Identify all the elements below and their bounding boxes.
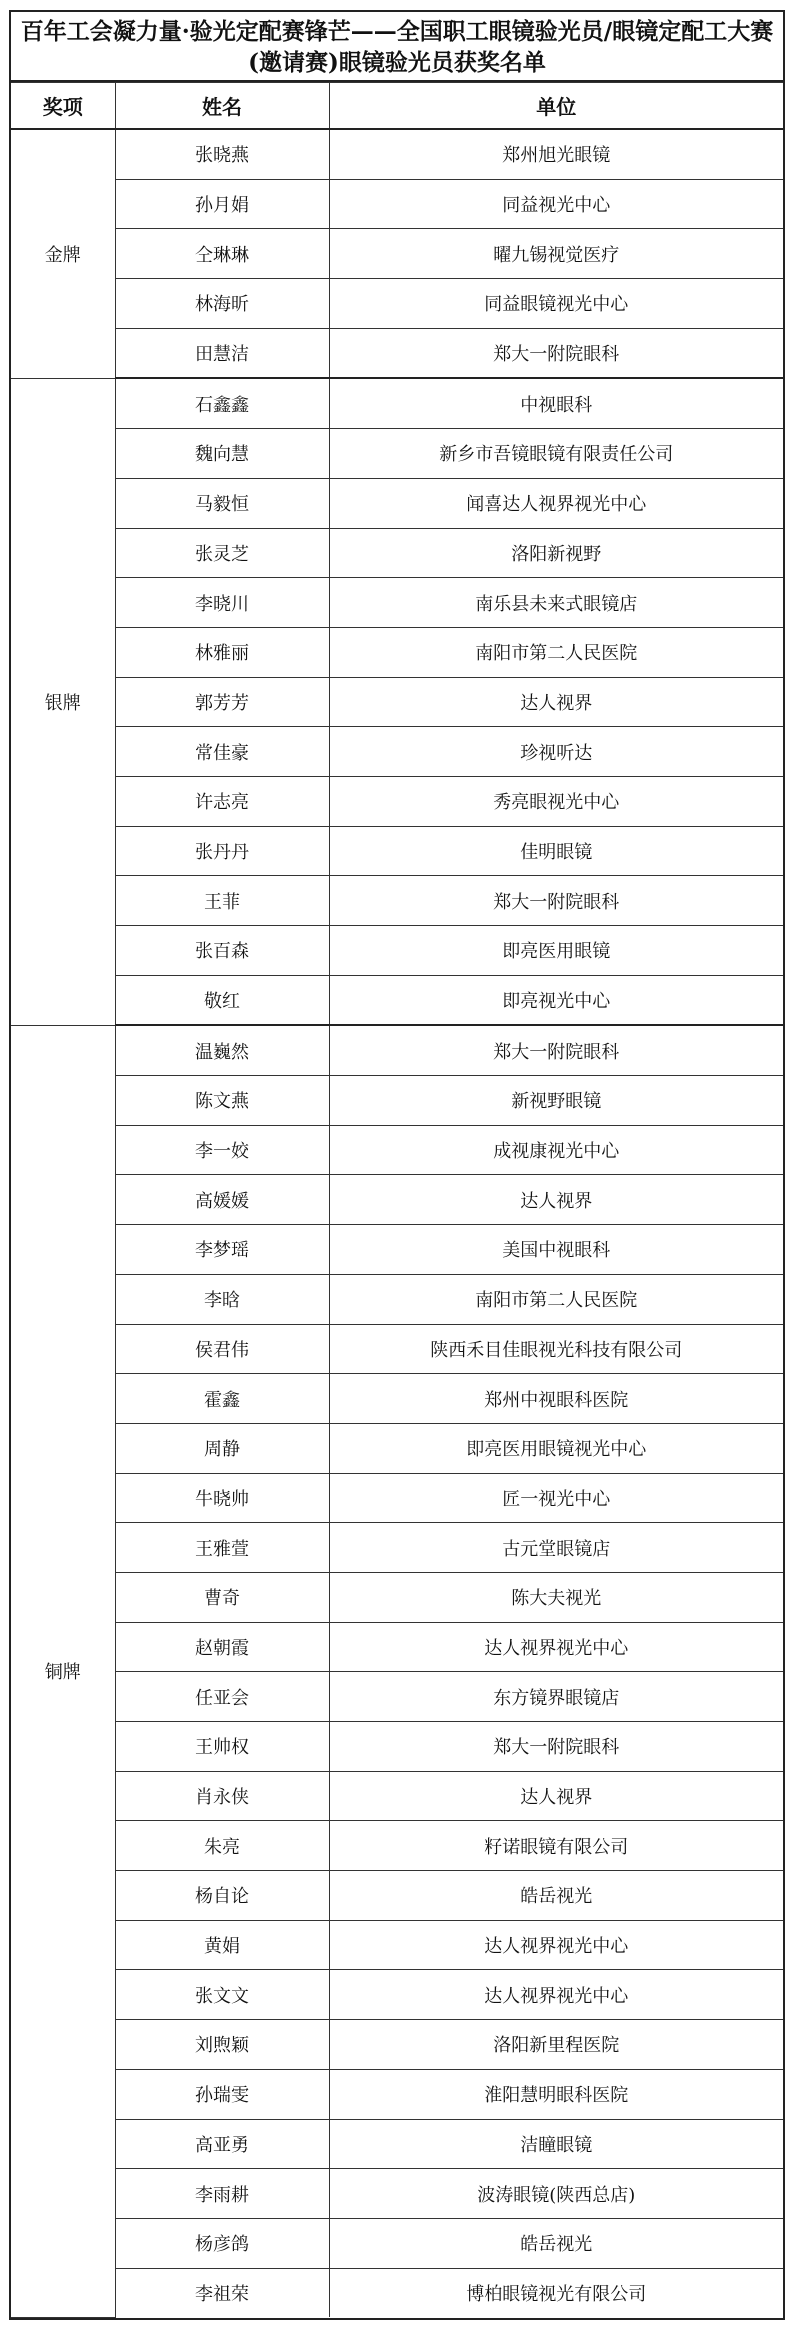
table-row xyxy=(11,826,783,876)
unit-cell: 淮阳慧明眼科医院 xyxy=(329,2069,783,2119)
table-row xyxy=(11,1871,783,1921)
unit-cell: 达人视界视光中心 xyxy=(329,1622,783,1672)
name-cell: 霍鑫 xyxy=(115,1374,329,1424)
unit-cell: 即亮视光中心 xyxy=(329,975,783,1025)
name-cell: 周静 xyxy=(115,1423,329,1473)
document-title: 百年工会凝力量·验光定配赛锋芒——全国职工眼镜验光员/眼镜定配工大赛(邀请赛)眼镜验光员获奖名单 xyxy=(11,12,783,82)
name-cell: 侯君伟 xyxy=(115,1324,329,1374)
award-table xyxy=(11,82,783,2318)
unit-cell: 南阳市第二人民医院 xyxy=(329,1274,783,1324)
table-row xyxy=(11,229,783,279)
table-row xyxy=(11,1622,783,1672)
unit-cell: 美国中视眼科 xyxy=(329,1225,783,1275)
name-cell: 林海昕 xyxy=(115,279,329,329)
unit-cell: 新乡市吾镜眼镜有限责任公司 xyxy=(329,429,783,479)
unit-cell: 成视康视光中心 xyxy=(329,1125,783,1175)
table-row xyxy=(11,926,783,976)
table-row xyxy=(11,1225,783,1275)
unit-cell: 郑大一附院眼科 xyxy=(329,1722,783,1772)
name-cell: 王雅萱 xyxy=(115,1523,329,1573)
unit-cell: 同益视光中心 xyxy=(329,179,783,229)
name-cell: 张晓燕 xyxy=(115,129,329,179)
unit-cell: 郑大一附院眼科 xyxy=(329,328,783,378)
unit-cell: 皓岳视光 xyxy=(329,2218,783,2268)
name-cell: 王帅权 xyxy=(115,1722,329,1772)
unit-cell: 达人视界 xyxy=(329,677,783,727)
award-cell: 金牌 xyxy=(11,129,115,378)
table-row xyxy=(11,429,783,479)
unit-cell: 郑大一附院眼科 xyxy=(329,1025,783,1075)
name-cell: 仝琳琳 xyxy=(115,229,329,279)
table-row xyxy=(11,876,783,926)
table-row xyxy=(11,1821,783,1871)
unit-cell: 郑州旭光眼镜 xyxy=(329,129,783,179)
table-row xyxy=(11,478,783,528)
header-award: 奖项 xyxy=(11,83,115,130)
unit-cell: 即亮医用眼镜视光中心 xyxy=(329,1423,783,1473)
unit-cell: 匠一视光中心 xyxy=(329,1473,783,1523)
unit-cell: 陕西禾目佳眼视光科技有限公司 xyxy=(329,1324,783,1374)
table-row xyxy=(11,279,783,329)
table-row xyxy=(11,677,783,727)
unit-cell: 郑大一附院眼科 xyxy=(329,876,783,926)
name-cell: 张灵芝 xyxy=(115,528,329,578)
name-cell: 田慧洁 xyxy=(115,328,329,378)
name-cell: 王菲 xyxy=(115,876,329,926)
table-row xyxy=(11,1324,783,1374)
table-row xyxy=(11,378,783,428)
table-row xyxy=(11,179,783,229)
unit-cell: 曜九锡视觉医疗 xyxy=(329,229,783,279)
table-row xyxy=(11,328,783,378)
name-cell: 朱亮 xyxy=(115,1821,329,1871)
name-cell: 郭芳芳 xyxy=(115,677,329,727)
name-cell: 许志亮 xyxy=(115,776,329,826)
table-row xyxy=(11,1920,783,1970)
name-cell: 张文文 xyxy=(115,1970,329,2020)
unit-cell: 达人视界视光中心 xyxy=(329,1920,783,1970)
unit-cell: 陈大夫视光 xyxy=(329,1572,783,1622)
unit-cell: 达人视界 xyxy=(329,1175,783,1225)
table-row xyxy=(11,1523,783,1573)
name-cell: 李一姣 xyxy=(115,1125,329,1175)
name-cell: 温巍然 xyxy=(115,1025,329,1075)
name-cell: 杨自论 xyxy=(115,1871,329,1921)
table-body xyxy=(11,129,783,2317)
table-row xyxy=(11,1473,783,1523)
award-cell: 银牌 xyxy=(11,378,115,1025)
name-cell: 魏向慧 xyxy=(115,429,329,479)
header-name: 姓名 xyxy=(115,83,329,130)
table-header-row xyxy=(11,83,783,130)
table-row xyxy=(11,1175,783,1225)
unit-cell: 波涛眼镜(陕西总店) xyxy=(329,2169,783,2219)
unit-cell: 南阳市第二人民医院 xyxy=(329,627,783,677)
table-row xyxy=(11,2169,783,2219)
name-cell: 李梦瑶 xyxy=(115,1225,329,1275)
unit-cell: 皓岳视光 xyxy=(329,1871,783,1921)
unit-cell: 秀亮眼视光中心 xyxy=(329,776,783,826)
unit-cell: 籽诺眼镜有限公司 xyxy=(329,1821,783,1871)
name-cell: 黄娟 xyxy=(115,1920,329,1970)
table-row xyxy=(11,1672,783,1722)
table-row xyxy=(11,1970,783,2020)
unit-cell: 达人视界视光中心 xyxy=(329,1970,783,2020)
table-row xyxy=(11,1722,783,1772)
unit-cell: 闻喜达人视界视光中心 xyxy=(329,478,783,528)
unit-cell: 珍视听达 xyxy=(329,727,783,777)
name-cell: 张丹丹 xyxy=(115,826,329,876)
table-row xyxy=(11,2268,783,2317)
table-row xyxy=(11,2218,783,2268)
table-row xyxy=(11,1025,783,1075)
unit-cell: 同益眼镜视光中心 xyxy=(329,279,783,329)
table-row xyxy=(11,1374,783,1424)
name-cell: 马毅恒 xyxy=(115,478,329,528)
name-cell: 牛晓帅 xyxy=(115,1473,329,1523)
table-row xyxy=(11,1572,783,1622)
name-cell: 李晗 xyxy=(115,1274,329,1324)
name-cell: 石鑫鑫 xyxy=(115,378,329,428)
unit-cell: 东方镜界眼镜店 xyxy=(329,1672,783,1722)
name-cell: 曹奇 xyxy=(115,1572,329,1622)
name-cell: 陈文燕 xyxy=(115,1076,329,1126)
unit-cell: 南乐县未来式眼镜店 xyxy=(329,578,783,628)
name-cell: 杨彦鸽 xyxy=(115,2218,329,2268)
unit-cell: 达人视界 xyxy=(329,1771,783,1821)
table-row xyxy=(11,528,783,578)
name-cell: 李雨耕 xyxy=(115,2169,329,2219)
unit-cell: 博柏眼镜视光有限公司 xyxy=(329,2268,783,2317)
table-row xyxy=(11,2119,783,2169)
name-cell: 赵朝霞 xyxy=(115,1622,329,1672)
table-row xyxy=(11,2020,783,2070)
name-cell: 林雅丽 xyxy=(115,627,329,677)
name-cell: 高媛媛 xyxy=(115,1175,329,1225)
unit-cell: 古元堂眼镜店 xyxy=(329,1523,783,1573)
name-cell: 高亚勇 xyxy=(115,2119,329,2169)
unit-cell: 洛阳新视野 xyxy=(329,528,783,578)
table-row xyxy=(11,578,783,628)
name-cell: 任亚会 xyxy=(115,1672,329,1722)
unit-cell: 洁瞳眼镜 xyxy=(329,2119,783,2169)
table-row xyxy=(11,129,783,179)
name-cell: 敬红 xyxy=(115,975,329,1025)
table-row xyxy=(11,1274,783,1324)
name-cell: 孙瑞雯 xyxy=(115,2069,329,2119)
name-cell: 刘煦颖 xyxy=(115,2020,329,2070)
award-list-sheet xyxy=(9,10,785,2320)
name-cell: 肖永侠 xyxy=(115,1771,329,1821)
table-row xyxy=(11,2069,783,2119)
unit-cell: 新视野眼镜 xyxy=(329,1076,783,1126)
unit-cell: 郑州中视眼科医院 xyxy=(329,1374,783,1424)
table-row xyxy=(11,627,783,677)
table-row xyxy=(11,1771,783,1821)
table-row xyxy=(11,776,783,826)
table-row xyxy=(11,1125,783,1175)
name-cell: 李晓川 xyxy=(115,578,329,628)
table-row xyxy=(11,1076,783,1126)
name-cell: 常佳豪 xyxy=(115,727,329,777)
header-unit: 单位 xyxy=(329,83,783,130)
unit-cell: 中视眼科 xyxy=(329,378,783,428)
name-cell: 李祖荣 xyxy=(115,2268,329,2317)
table-row xyxy=(11,975,783,1025)
unit-cell: 即亮医用眼镜 xyxy=(329,926,783,976)
name-cell: 张百森 xyxy=(115,926,329,976)
table-row xyxy=(11,1423,783,1473)
unit-cell: 佳明眼镜 xyxy=(329,826,783,876)
award-cell: 铜牌 xyxy=(11,1025,115,2317)
unit-cell: 洛阳新里程医院 xyxy=(329,2020,783,2070)
name-cell: 孙月娟 xyxy=(115,179,329,229)
table-row xyxy=(11,727,783,777)
